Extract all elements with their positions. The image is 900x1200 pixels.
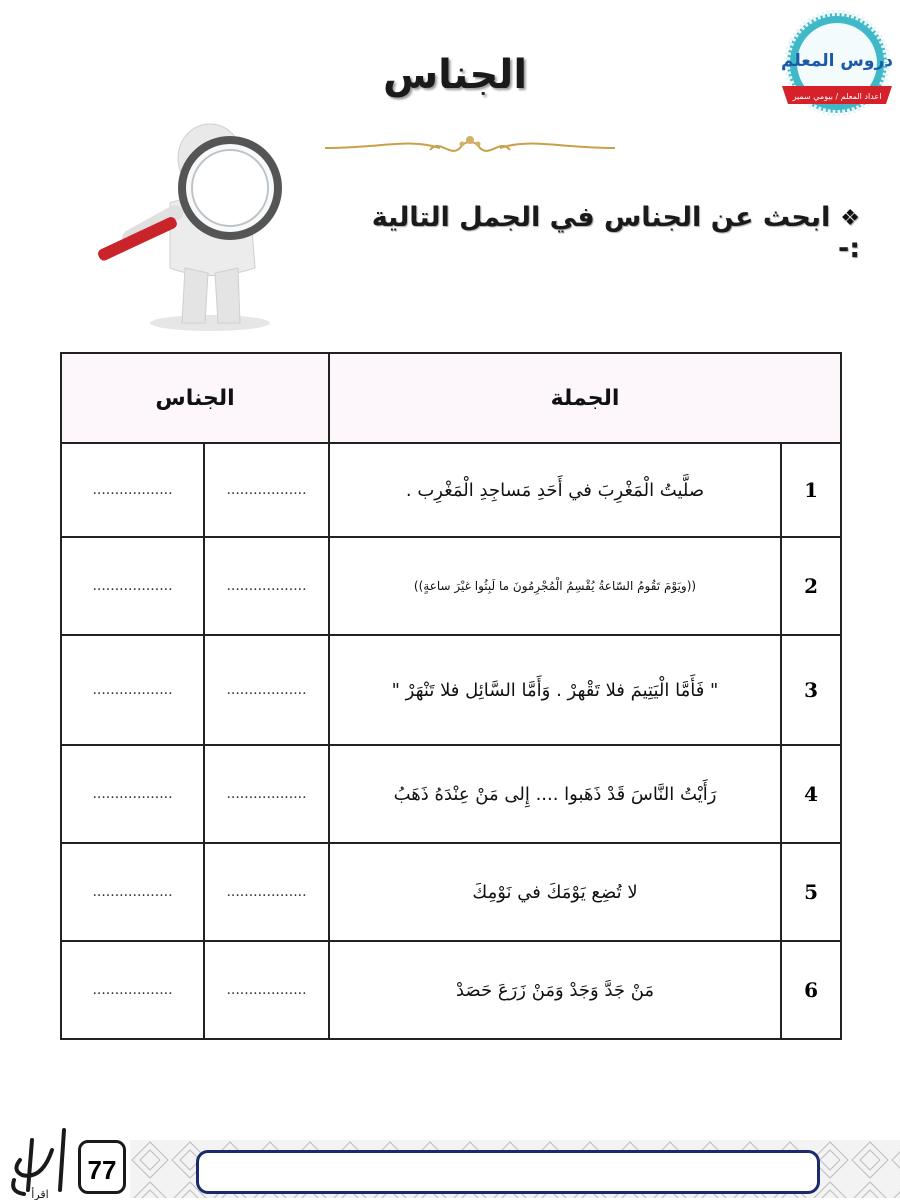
table-row xyxy=(61,635,841,745)
answer-blank[interactable]: .................. xyxy=(61,443,204,537)
answer-blank[interactable]: .................. xyxy=(204,443,329,537)
figure-with-magnifier-illustration xyxy=(90,118,300,333)
logo-badge xyxy=(778,8,896,124)
diamond-bullet-icon: ❖ xyxy=(840,206,860,231)
jinas-exercise-table xyxy=(60,352,842,1040)
table-row xyxy=(61,745,841,843)
row-number: 4 xyxy=(781,745,841,843)
instruction-line xyxy=(360,202,860,264)
answer-blank[interactable]: .................. xyxy=(204,941,329,1039)
row-number: 1 xyxy=(781,443,841,537)
answer-blank[interactable]: .................. xyxy=(204,635,329,745)
table-row xyxy=(61,843,841,941)
sentence-cell: مَنْ جَدَّ وَجَدْ وَمَنْ زَرَعَ حَصَدْ xyxy=(329,941,781,1039)
logo-brand-text: دروس المعلم xyxy=(781,51,893,71)
answer-blank[interactable]: .................. xyxy=(61,537,204,635)
sentence-cell: رَأَيْتُ النَّاسَ قَدْ ذَهَبوا .... إِلى مَنْ عِنْدَهُ ذَهَبُ xyxy=(329,745,781,843)
title-flourish-divider xyxy=(320,128,620,168)
page-number: 77 xyxy=(78,1140,126,1194)
sentence-cell: لا تُضِع يَوْمَكَ في نَوْمِكَ xyxy=(329,843,781,941)
answer-blank[interactable]: .................. xyxy=(61,843,204,941)
logo-subtitle-text: اعداد المعلم / بيومي سمير xyxy=(792,92,882,101)
iqra-mark-text: اقرأ xyxy=(31,1188,49,1200)
table-row xyxy=(61,537,841,635)
answer-blank[interactable]: .................. xyxy=(204,745,329,843)
row-number: 5 xyxy=(781,843,841,941)
answer-blank[interactable]: .................. xyxy=(61,635,204,745)
header-jinas: الجناس xyxy=(61,353,329,443)
answer-blank[interactable]: .................. xyxy=(204,843,329,941)
row-number: 6 xyxy=(781,941,841,1039)
sentence-cell: صلَّيتُ الْمَغْرِبَ في أَحَدِ مَساجِدِ الْمَغْرِب . xyxy=(329,443,781,537)
table-row xyxy=(61,941,841,1039)
answer-blank[interactable]: .................. xyxy=(61,745,204,843)
sentence-cell: " فَأَمَّا الْيَتِيمَ فلا تَقْهرْ . وَأَمَّا السَّائِل فلا تَنْهَرْ " xyxy=(329,635,781,745)
instruction-text: ابحث عن الجناس في الجمل التالية :- xyxy=(371,202,860,264)
page-title: الجناس xyxy=(382,52,528,98)
answer-blank[interactable]: .................. xyxy=(204,537,329,635)
row-number: 3 xyxy=(781,635,841,745)
sentence-cell: ((ويَوْمَ تَقُومُ السّاعةُ يُقْسِمُ الْمُجْرِمُونَ ما لَبِثُوا غيْرَ ساعةٍ)) xyxy=(329,537,781,635)
answer-blank[interactable]: .................. xyxy=(61,941,204,1039)
table-row xyxy=(61,443,841,537)
footer-bar xyxy=(196,1150,820,1194)
header-sentence: الجملة xyxy=(329,353,841,443)
iqra-calligraphy-mark xyxy=(2,1120,78,1200)
row-number: 2 xyxy=(781,537,841,635)
